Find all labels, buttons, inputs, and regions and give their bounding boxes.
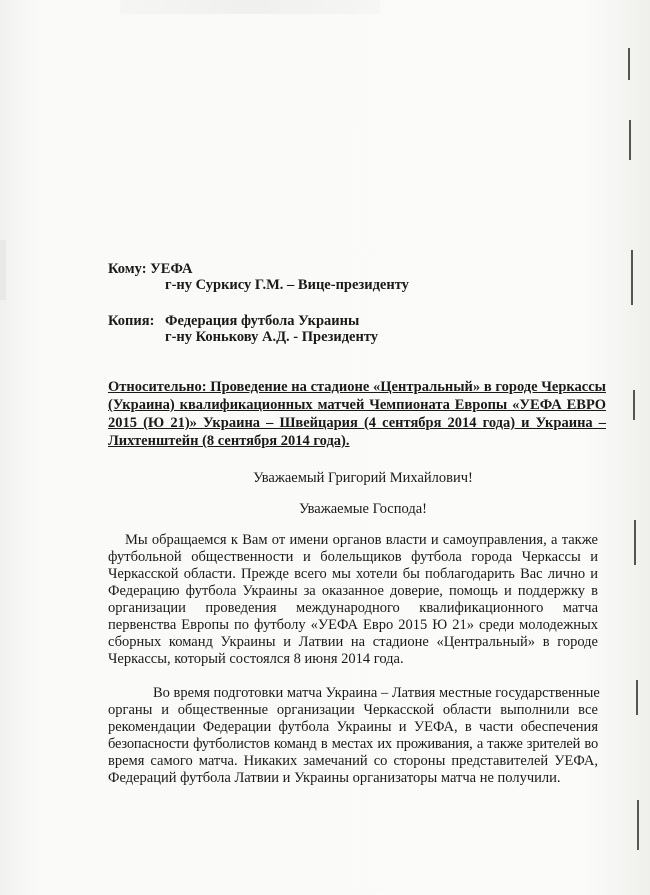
copy-label: Копия: <box>108 313 155 329</box>
paragraph-2-line: рекомендации Федерации футбола Украины и УЕФА, в части обеспечения <box>108 719 598 735</box>
paragraph-1-line: первенства Европы по футболу «УЕФА Евро 2015 Ю 21» среди молодежных <box>108 617 598 633</box>
to-label: Кому: УЕФА <box>108 261 193 277</box>
paragraph-1-line: Черкасской области. Прежде всего мы хотели бы поблагодарить Вас лично и <box>108 566 598 582</box>
paragraph-2-line: Федераций футбола Латвии и Украины организаторы матча не получили. <box>108 770 561 786</box>
to-person: г-ну Суркису Г.М. – Вице-президенту <box>165 277 409 293</box>
scan-edge-mark <box>628 48 630 80</box>
scan-edge-mark <box>631 250 633 305</box>
paragraph-1-line: футбольной общественности и болельщиков футбола города Черкассы и <box>108 549 598 565</box>
subject-line: Лихтенштейн (8 сентября 2014 года). <box>108 433 350 449</box>
paragraph-1-line: Мы обращаемся к Вам от имени органов власти и самоуправления, а также <box>125 532 598 548</box>
scan-edge-mark <box>633 390 635 420</box>
copy-person: г-ну Конькову А.Д. - Президенту <box>165 329 379 345</box>
paragraph-2-line: органы и общественные организации Черкасской области выполнили все <box>108 702 598 718</box>
scan-edge-mark <box>629 120 631 160</box>
scan-artifact-left <box>0 240 6 300</box>
paragraph-2-line: безопасности футболистов команд в местах их проживания, а также зрителей во <box>108 736 598 752</box>
copy-org: Федерация футбола Украины <box>165 313 360 329</box>
paragraph-2-line: Во время подготовки матча Украина – Латвия местные государственные <box>153 685 600 701</box>
scan-edge-mark <box>634 520 636 565</box>
subject-line: Относительно: Проведение на стадионе «Центральный» в городе Черкассы <box>108 379 606 395</box>
subject-line: 2015 (Ю 21)» Украина – Швейцария (4 сентября 2014 года) и Украина – <box>108 415 606 431</box>
salutation-personal: Уважаемый Григорий Михайлович! <box>253 470 473 486</box>
paragraph-1-line: Черкассы, который состоялся 8 июня 2014 года. <box>108 651 404 667</box>
paragraph-1-line: сборных команд Украины и Латвии на стадионе «Центральный» в городе <box>108 634 598 650</box>
subject-line: (Украина) квалификационных матчей Чемпионата Европы «УЕФА ЕВРО <box>108 397 606 413</box>
paragraph-2-line: время самого матча. Никаких замечаний со стороны представителей УЕФА, <box>108 753 598 769</box>
scan-artifact-top <box>120 0 380 14</box>
paragraph-1-line: Федерацию футбола Украины за оказанное доверие, помощь и поддержку в <box>108 583 598 599</box>
scan-edge-mark <box>637 800 639 850</box>
scan-edge-mark <box>636 680 638 715</box>
salutation-general: Уважаемые Господа! <box>299 501 427 517</box>
paragraph-1-line: организации проведения международного квалификационного матча <box>108 600 598 616</box>
